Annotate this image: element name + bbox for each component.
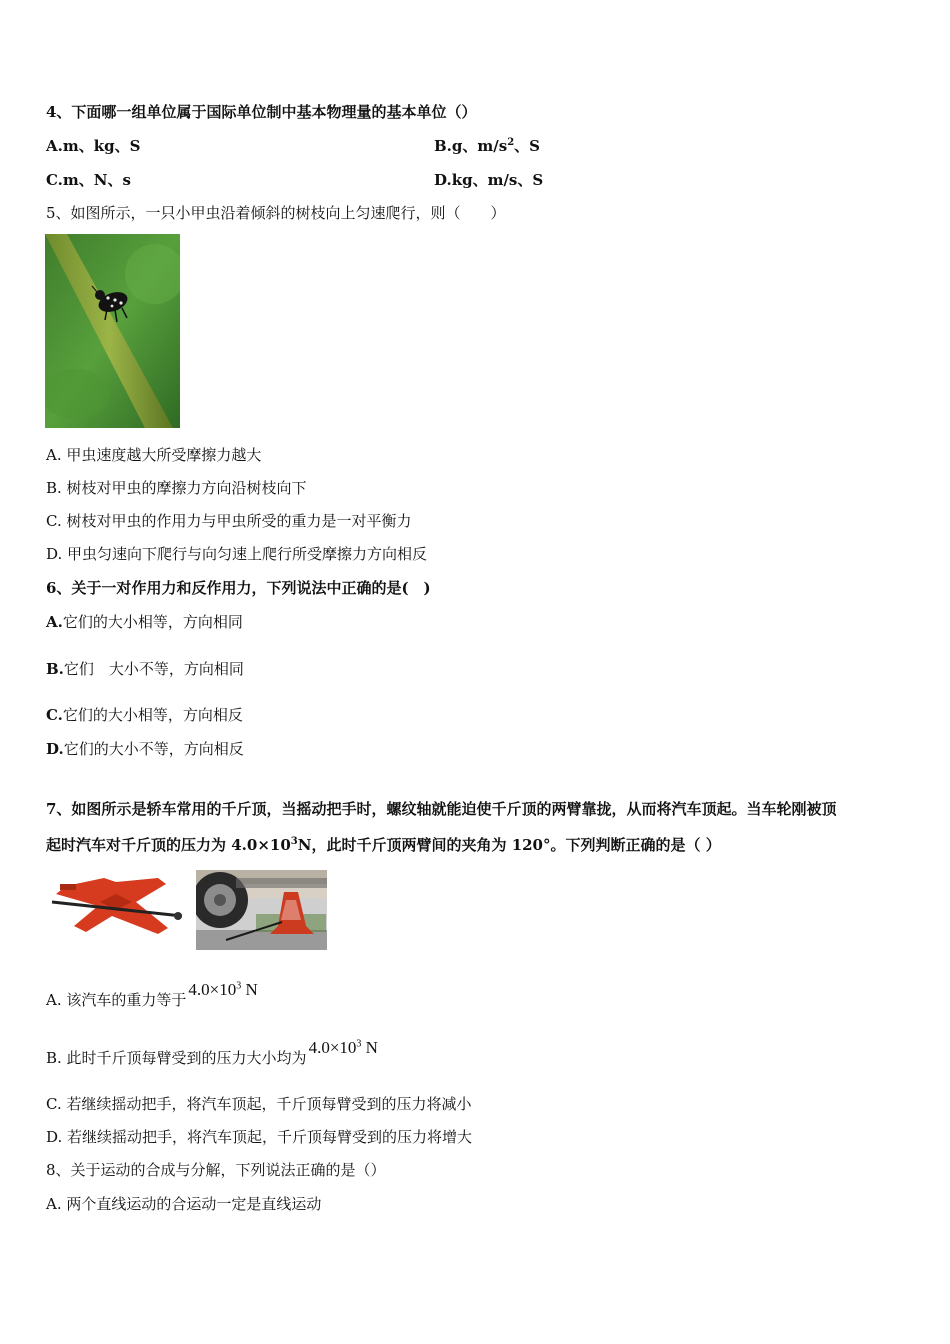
q7-stem-line1: 7、如图所示是轿车常用的千斤顶，当摇动把手时，螺纹轴就能迫使千斤顶的两臂靠拢，从而将汽车顶起。当车轮刚被顶 [46,800,837,818]
q7-stem-line2: 起时汽车对千斤顶的压力为 $4.0\times 10^3N$，此时千斤顶两臂间的夹角为 120°。下列判断正确的是（ ） [46,836,721,854]
q7-option-a: A. 该汽车的重力等于$4.0\times 10^3$ N [46,980,258,1009]
q7-option-c: C. 若继续摇动把手，将汽车顶起，千斤顶每臂受到的压力将减小 [46,1095,472,1113]
q4-option-a: A.m、kg、S [46,137,141,155]
q6-option-d: D.它们的大小不等，方向相反 [46,740,244,758]
q8-stem: 8、关于运动的合成与分解，下列说法正确的是（） [46,1161,386,1179]
q4-stem: 4、下面哪一组单位属于国际单位制中基本物理量的基本单位（） [46,103,477,121]
q5-option-d: D. 甲虫匀速向下爬行与向匀速上爬行所受摩擦力方向相反 [46,545,428,563]
q6-stem: 6、关于一对作用力和反作用力，下列说法中正确的是( ) [46,579,431,597]
q4-option-c: C.m、N、s [46,171,131,189]
beetle-on-branch-photo [45,234,180,428]
q7-option-d: D. 若继续摇动把手，将汽车顶起，千斤顶每臂受到的压力将增大 [46,1128,473,1146]
q4-option-b: B.g、$m/s^2$、S [434,137,540,155]
q8-option-a: A. 两个直线运动的合运动一定是直线运动 [46,1195,322,1213]
jack-under-car-photo [196,870,327,950]
q6-option-b: B.它们 大小不等，方向相同 [46,660,244,678]
q5-option-a: A. 甲虫速度越大所受摩擦力越大 [46,446,262,464]
q6-option-c: C.它们的大小相等，方向相反 [46,706,243,724]
scissor-jack-photo [46,872,186,944]
q5-option-b: B. 树枝对甲虫的摩擦力方向沿树枝向下 [46,479,307,497]
q7-option-b: B. 此时千斤顶每臂受到的压力大小均为$4.0\times 10^3$ N [46,1038,378,1067]
q5-option-c: C. 树枝对甲虫的作用力与甲虫所受的重力是一对平衡力 [46,512,412,530]
q5-stem: 5、如图所示，一只小甲虫沿着倾斜的树枝向上匀速爬行，则（ ） [46,204,506,222]
q6-option-a: A.它们的大小相等，方向相同 [46,613,243,631]
q4-option-d: D.kg、m/s、S [434,171,544,189]
